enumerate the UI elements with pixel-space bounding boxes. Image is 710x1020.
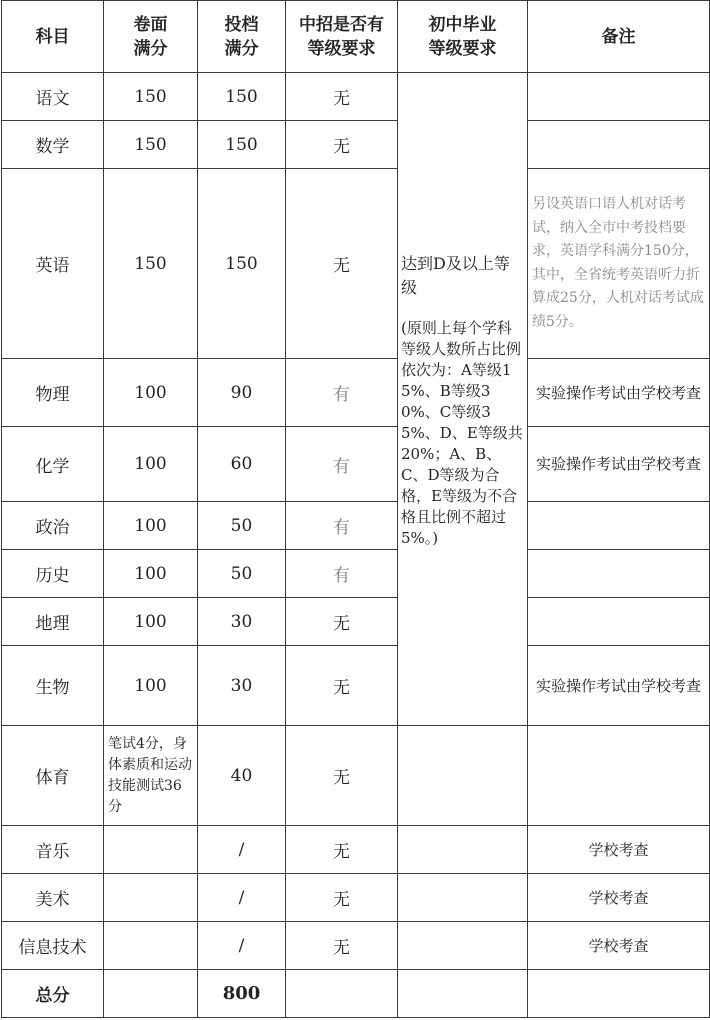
subject-cell: 体育 bbox=[2, 726, 104, 826]
file-score-cell: 30 bbox=[198, 598, 286, 646]
remark-cell: 学校考查 bbox=[528, 922, 710, 970]
paper-score-cell: 100 bbox=[104, 646, 198, 726]
header-file-full: 投档 满分 bbox=[198, 1, 286, 73]
remark-cell: 实验操作考试由学校考查 bbox=[528, 427, 710, 502]
table-row bbox=[2, 427, 710, 502]
file-score-cell: 150 bbox=[198, 73, 286, 121]
subject-cell: 历史 bbox=[2, 550, 104, 598]
table-row bbox=[2, 359, 710, 427]
graduation-level-cell-empty bbox=[398, 826, 528, 874]
level-required-cell: 无 bbox=[286, 922, 398, 970]
table-row bbox=[2, 502, 710, 550]
remark-cell: 学校考查 bbox=[528, 874, 710, 922]
remark-cell bbox=[528, 121, 710, 169]
subject-cell: 美术 bbox=[2, 874, 104, 922]
paper-score-cell: 150 bbox=[104, 169, 198, 359]
remark-cell bbox=[528, 73, 710, 121]
paper-score-cell: 100 bbox=[104, 502, 198, 550]
table-row bbox=[2, 121, 710, 169]
total-row bbox=[2, 970, 710, 1018]
total-level-cell bbox=[286, 970, 398, 1018]
subject-cell: 政治 bbox=[2, 502, 104, 550]
table-row bbox=[2, 73, 710, 121]
graduation-level-main: 达到D及以上等级 bbox=[401, 253, 510, 297]
level-required-cell: 无 bbox=[286, 598, 398, 646]
level-required-cell: 无 bbox=[286, 73, 398, 121]
graduation-level-cell-empty bbox=[398, 726, 528, 826]
graduation-level-cell-empty bbox=[398, 874, 528, 922]
total-grad-cell bbox=[398, 970, 528, 1018]
graduation-level-cell-empty bbox=[398, 922, 528, 970]
level-required-cell: 无 bbox=[286, 826, 398, 874]
level-required-cell: 有 bbox=[286, 550, 398, 598]
subject-cell: 英语 bbox=[2, 169, 104, 359]
header-grad-level: 初中毕业 等级要求 bbox=[398, 1, 528, 73]
graduation-level-detail: (原则上每个学科等级人数所占比例依次为：A等级15%、B等级30%、C等级35%、D、E等级共20%；A、B、C、D等级为合格，E等级为不合格且比例不超过5%。) bbox=[401, 318, 523, 547]
file-score-cell: / bbox=[198, 826, 286, 874]
table-row bbox=[2, 169, 710, 359]
remark-cell bbox=[528, 598, 710, 646]
subject-cell: 数学 bbox=[2, 121, 104, 169]
subject-cell: 地理 bbox=[2, 598, 104, 646]
header-subject: 科目 bbox=[2, 1, 104, 73]
table-row bbox=[2, 598, 710, 646]
header-paper-full: 卷面 满分 bbox=[104, 1, 198, 73]
subject-cell: 物理 bbox=[2, 359, 104, 427]
exam-score-table bbox=[1, 0, 710, 1018]
file-score-cell: 30 bbox=[198, 646, 286, 726]
subject-cell: 化学 bbox=[2, 427, 104, 502]
subject-cell: 语文 bbox=[2, 73, 104, 121]
total-label: 总分 bbox=[2, 970, 104, 1018]
level-required-cell: 有 bbox=[286, 359, 398, 427]
subject-cell: 信息技术 bbox=[2, 922, 104, 970]
header-remarks: 备注 bbox=[528, 1, 710, 73]
graduation-level-cell bbox=[398, 73, 528, 726]
paper-score-cell bbox=[104, 874, 198, 922]
total-file-score: 800 bbox=[198, 970, 286, 1018]
paper-score-cell: 100 bbox=[104, 550, 198, 598]
remark-cell bbox=[528, 502, 710, 550]
level-required-cell: 无 bbox=[286, 121, 398, 169]
header-row bbox=[2, 1, 710, 73]
file-score-cell: / bbox=[198, 922, 286, 970]
table-row bbox=[2, 874, 710, 922]
header-level-required: 中招是否有 等级要求 bbox=[286, 1, 398, 73]
remark-cell bbox=[528, 550, 710, 598]
remark-cell: 学校考查 bbox=[528, 826, 710, 874]
level-required-cell: 有 bbox=[286, 427, 398, 502]
level-required-cell: 无 bbox=[286, 169, 398, 359]
file-score-cell: 60 bbox=[198, 427, 286, 502]
table-row bbox=[2, 726, 710, 826]
paper-score-cell bbox=[104, 922, 198, 970]
remark-cell: 实验操作考试由学校考查 bbox=[528, 646, 710, 726]
file-score-cell: / bbox=[198, 874, 286, 922]
paper-score-cell: 笔试4分，身体素质和运动技能测试36分 bbox=[104, 726, 198, 826]
table-row bbox=[2, 646, 710, 726]
file-score-cell: 90 bbox=[198, 359, 286, 427]
remark-cell: 另设英语口语人机对话考试，纳入全市中考投档要求，英语学科满分150分，其中，全省统考英语听力折算成25分，人机对话考试成绩5分。 bbox=[528, 169, 710, 359]
total-paper-cell bbox=[104, 970, 198, 1018]
paper-score-cell bbox=[104, 826, 198, 874]
table-row bbox=[2, 550, 710, 598]
subject-cell: 生物 bbox=[2, 646, 104, 726]
subject-cell: 音乐 bbox=[2, 826, 104, 874]
level-required-cell: 无 bbox=[286, 874, 398, 922]
paper-score-cell: 150 bbox=[104, 121, 198, 169]
file-score-cell: 50 bbox=[198, 502, 286, 550]
level-required-cell: 无 bbox=[286, 726, 398, 826]
table-row bbox=[2, 826, 710, 874]
level-required-cell: 无 bbox=[286, 646, 398, 726]
table-row bbox=[2, 922, 710, 970]
paper-score-cell: 150 bbox=[104, 73, 198, 121]
total-remark-cell bbox=[528, 970, 710, 1018]
paper-score-cell: 100 bbox=[104, 427, 198, 502]
file-score-cell: 150 bbox=[198, 121, 286, 169]
file-score-cell: 50 bbox=[198, 550, 286, 598]
file-score-cell: 40 bbox=[198, 726, 286, 826]
paper-score-cell: 100 bbox=[104, 598, 198, 646]
remark-cell bbox=[528, 726, 710, 826]
paper-score-cell: 100 bbox=[104, 359, 198, 427]
file-score-cell: 150 bbox=[198, 169, 286, 359]
remark-cell: 实验操作考试由学校考查 bbox=[528, 359, 710, 427]
level-required-cell: 有 bbox=[286, 502, 398, 550]
